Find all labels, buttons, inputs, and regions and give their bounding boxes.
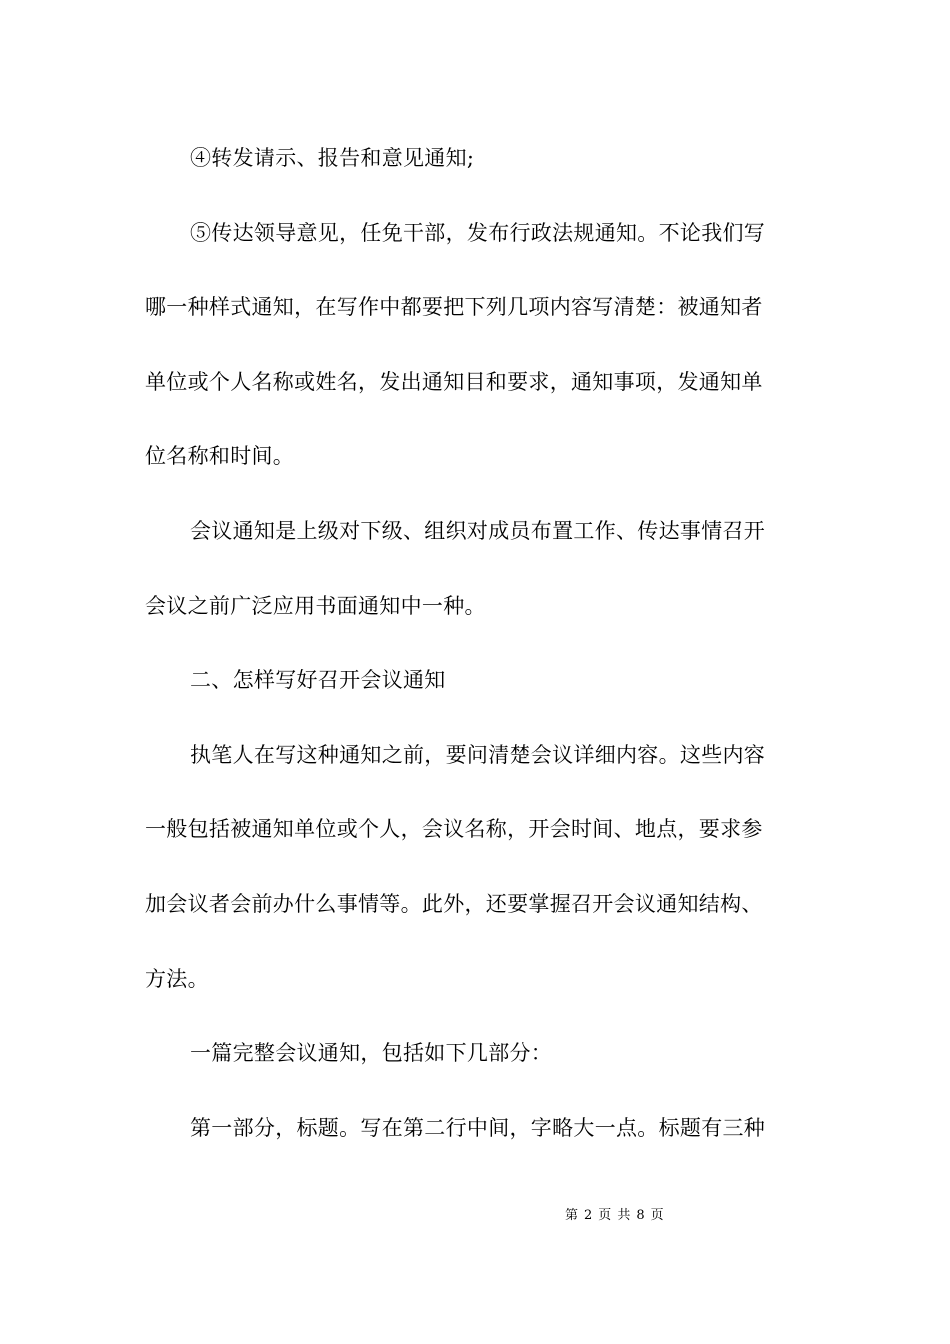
- page-number-indicator: [565, 1206, 664, 1226]
- text-line-13: 一篇完整会议通知，包括如下几部分：: [190, 1041, 553, 1066]
- text-line-12: 方法。: [145, 966, 209, 991]
- section-heading: 二、怎样写好召开会议通知: [190, 668, 446, 693]
- total-pages-number: 8: [636, 1208, 645, 1223]
- text-line-9: 执笔人在写这种通知之前，要问清楚会议详细内容。这些内容: [190, 742, 766, 767]
- text-line-6: 会议通知是上级对下级、组织对成员布置工作、传达事情召开: [190, 518, 766, 543]
- text-line-5: 位名称和时间。: [145, 444, 295, 469]
- current-page-number: 2: [584, 1208, 593, 1223]
- footer-prefix: 第: [565, 1208, 579, 1223]
- text-line-2: ⑤传达领导意见，任免干部，发布行政法规通知。不论我们写: [190, 220, 766, 245]
- text-line-7: 会议之前广泛应用书面通知中一种。: [145, 593, 486, 618]
- footer-suffix: 页: [650, 1208, 664, 1223]
- text-line-3: 哪一种样式通知，在写作中都要把下列几项内容写清楚：被通知者: [145, 295, 763, 320]
- footer-page-word: 页: [598, 1208, 612, 1223]
- text-line-1: ④转发请示、报告和意见通知;: [190, 146, 475, 170]
- text-line-11: 加会议者会前办什么事情等。此外，还要掌握召开会议通知结构、: [145, 891, 763, 916]
- text-line-14: 第一部分，标题。写在第二行中间，字略大一点。标题有三种: [190, 1115, 766, 1140]
- text-line-4: 单位或个人名称或姓名，发出通知目和要求，通知事项，发通知单: [145, 369, 763, 394]
- text-line-10: 一般包括被通知单位或个人，会议名称，开会时间、地点，要求参: [145, 817, 763, 842]
- footer-total-word: 共: [617, 1208, 631, 1223]
- body-text: [145, 132, 813, 1176]
